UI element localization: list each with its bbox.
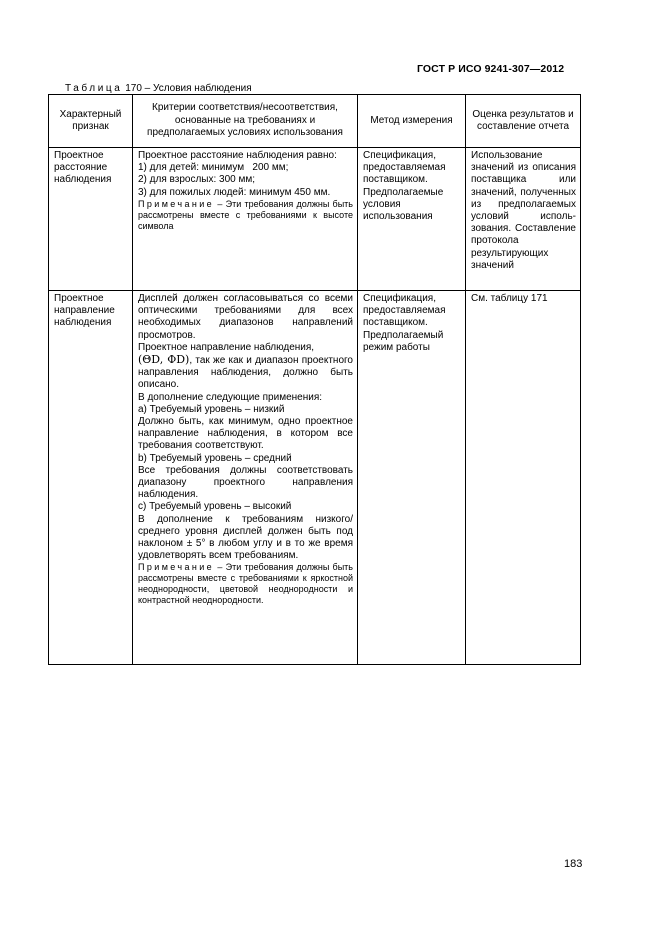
header-feature: Характерный признак <box>49 95 133 148</box>
cell-criteria <box>133 291 358 665</box>
table-row <box>49 148 581 291</box>
viewing-conditions-table <box>48 94 581 665</box>
header-criteria: Критерии соответствия/несоответствия, основанные на требованиях и предполагаемых условиях использования <box>133 95 358 148</box>
cell-method: Спецификация, предоставляемая поставщиком. Предполагаемый режим работы <box>358 291 466 665</box>
cell-evaluation: Использование значений из описания поставщика или значений, полученных из предполагаемых условий использования. Составление протокола результирующих значений <box>466 148 581 291</box>
cell-feature: Проектное направление наблюдения <box>49 291 133 665</box>
criteria-line: b) Требуемый уровень – средний <box>138 452 292 464</box>
note <box>138 562 353 606</box>
note <box>138 199 353 232</box>
criteria-line: Все требования должны соответствовать диапазону проектного направления наблюдения. <box>138 464 353 501</box>
table-header-row <box>49 95 581 148</box>
criteria-line: Проектное расстояние наблюдения равно: <box>138 150 337 161</box>
viewing-direction-formula: (ΘD, ΦD) <box>138 353 190 367</box>
criteria-line: 1) для детей: минимум 200 мм; <box>138 162 289 174</box>
table-row <box>49 291 581 665</box>
criteria-text: Проектное направление наблюдения, <box>138 341 315 353</box>
criteria-line: В дополнение следующие применения: <box>138 391 323 403</box>
cell-evaluation: См. таблицу 171 <box>466 291 581 665</box>
cell-method: Спецификация, предоставляемая поставщиком. Предполагаемые условия использования <box>358 148 466 291</box>
note-label: Примечание <box>138 562 215 573</box>
cell-feature: Проектное расстояние наблюдения <box>49 148 133 291</box>
page-number: 183 <box>564 858 583 870</box>
header-method: Метод измерения <box>358 95 466 148</box>
table-caption-title: 170 – Условия наблюдения <box>125 83 252 94</box>
criteria-line: с) Требуемый уровень – высокий <box>138 501 292 513</box>
note-text: – Эти требования должны быть рассмотрены вместе с требованиями к яркостной неоднородности, цветовой неоднородности и контрастной неоднородности. <box>138 562 353 606</box>
note-text: – Эти требования должны быть рассмотрены вместе с требованиями к высоте символа <box>138 198 353 231</box>
header-evaluation: Оценка результатов и составление отчета <box>466 95 581 148</box>
criteria-line: 2) для взрослых: 300 мм; <box>138 174 256 186</box>
cell-criteria <box>133 148 358 291</box>
table-caption-word: Таблица <box>65 83 123 94</box>
criteria-line: Дисплей должен согласовываться со всеми оптическими требованиями для всех необходимых диапазонов направлений просмотров. <box>138 293 353 341</box>
criteria-text: , так же как и диапазон проектного направления наблюдения, должно быть описано. <box>138 355 353 391</box>
criteria-line <box>138 342 353 392</box>
criteria-line: 3) для пожилых людей: минимум 450 мм. <box>138 186 331 198</box>
criteria-line: В дополнение к требованиям низкого/среднего уровня дисплей должен быть под наклоном ± 5° в любом углу и в то же время удовлетворять всем требованиям. <box>138 513 353 562</box>
standard-designation: ГОСТ Р ИСО 9241-307—2012 <box>417 63 565 75</box>
note-label: Примечание <box>138 198 215 209</box>
criteria-line: а) Требуемый уровень – низкий <box>138 403 285 415</box>
table-caption <box>65 83 252 94</box>
criteria-line: Должно быть, как минимум, одно проектное направление наблюдения, в котором все требования соответствуют. <box>138 416 353 452</box>
